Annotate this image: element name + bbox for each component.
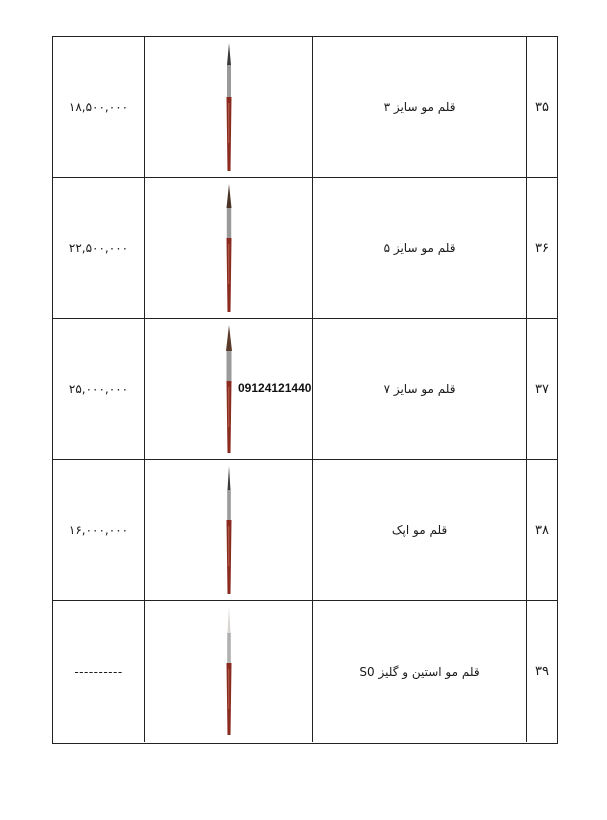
table-row [53,460,557,601]
row-number: ۳۸ [535,522,549,538]
price-table [52,36,558,744]
product-name: قلم مو سایز ۷ [313,319,527,459]
table-row [53,37,557,178]
brush-image [223,325,235,455]
row-number: ۳۵ [535,99,549,115]
brush-image [223,43,235,173]
price-cell: ۱۶,۰۰۰,۰۰۰ [53,460,145,600]
table-row [53,178,557,319]
price-cell: ---------- [53,601,145,742]
product-name: قلم مو سایز ۵ [313,178,527,318]
row-number: ۳۷ [535,381,549,397]
image-cell [145,37,313,177]
price-cell: ۲۵,۰۰۰,۰۰۰ [53,319,145,459]
brush-image [223,184,235,314]
row-number: ۳۶ [535,240,549,256]
phone-number: 09124121440 [238,381,312,395]
image-cell [145,319,313,459]
table-row [53,319,557,460]
image-cell [145,460,313,600]
price-cell: ۲۲,۵۰۰,۰۰۰ [53,178,145,318]
brush-image [223,607,235,737]
image-cell [145,178,313,318]
price-cell: ۱۸,۵۰۰,۰۰۰ [53,37,145,177]
table-row [53,601,557,742]
product-name: قلم مو استین و گلیز S0 [313,601,527,742]
image-cell [145,601,313,742]
row-number: ۳۹ [535,664,549,679]
product-name: قلم مو سایز ۳ [313,37,527,177]
product-name: قلم مو اپک [313,460,527,600]
brush-image [223,466,235,596]
